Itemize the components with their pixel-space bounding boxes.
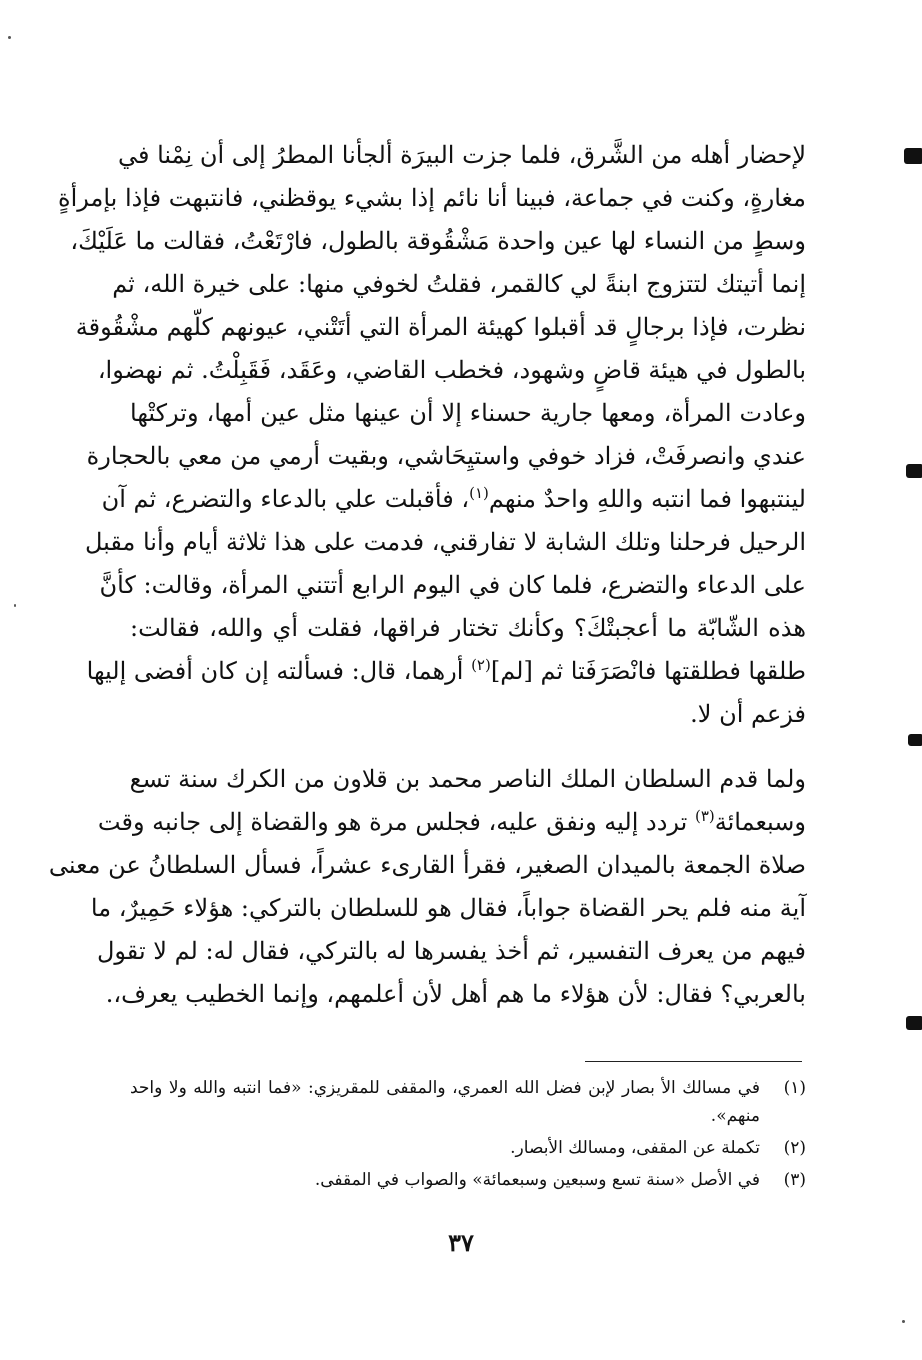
line-text: تردد إليه ونفق عليه، فجلس مرة هو والقضاة إلى جانبه وقت — [97, 808, 695, 836]
margin-mark — [906, 464, 922, 478]
text-line: نظرت، فإذا برجالٍ قد أقبلوا كهيئة المرأة التي أتَتْني، عيونهم كلّهم مشْقُوقة — [75, 313, 806, 341]
page-number: ٣٧ — [448, 1228, 474, 1257]
footnote-number: (٢) — [783, 1138, 806, 1158]
line-text: أرهما، قال: فسألته إن كان أفضى إليها — [86, 657, 472, 685]
footnote-item — [130, 1166, 806, 1194]
text-line: صلاة الجمعة بالميدان الصغير، فقرأ القارىء عشراً، فسأل السلطانُ عن معنى — [48, 851, 806, 879]
text-line: بالطول في هيئة قاضٍ وشهود، فخطب القاضي، وعَقَد، فَقَبِلْتُ. ثم نهضوا، — [97, 356, 806, 384]
footnote-marker: (٢) — [471, 656, 491, 674]
margin-mark — [908, 734, 922, 746]
scan-speck — [8, 36, 11, 39]
text-line: إنما أتيتك لتتزوج ابنةً لي كالقمر، فقلتُ لخوفي منها: على خيرة الله، ثم — [112, 270, 806, 298]
text-line: وعادت المرأة، ومعها جارية حسناء إلا أن عينها مثل عين أمها، وتركتْها — [130, 399, 806, 427]
footnote-text: في الأصل «سنة تسع وسبعين وسبعمائة» والصواب في المقفى. — [314, 1170, 760, 1190]
footnote-number: (١) — [783, 1078, 806, 1098]
text-line: لإحضار أهله من الشَّرق، فلما جزت البيرَة ألجأنا المطرُ إلى أن نِمْنا في — [117, 141, 806, 169]
text-line: فزعم أن لا. — [690, 700, 806, 728]
text-line: عندي وانصرفَتْ، فزاد خوفي واستيِحَاشي، وبقيت أرمي من معي بالحجارة — [86, 442, 806, 470]
text-line — [101, 478, 806, 521]
footnote-marker: (١) — [469, 484, 489, 502]
footnote-text: في مسالك الأ بصار لإبن فضل الله العمري، والمقفى للمقريزي: «فما انتبه والله ولا واحد منهم». — [130, 1078, 760, 1126]
text-line: ولما قدم السلطان الملك الناصر محمد بن قلاون من الكرك سنة تسع — [129, 765, 806, 793]
line-text: ، فأقبلت علي بالدعاء والتضرع، ثم آن — [101, 485, 470, 513]
footnote-number: (٣) — [783, 1170, 806, 1190]
margin-mark — [904, 148, 922, 164]
line-text: طلقها فطلقتها فانْصَرَفَتا ثم [لم] — [490, 657, 806, 685]
paragraph-1 — [58, 134, 806, 736]
footnote-item — [130, 1074, 806, 1130]
paragraph-2 — [48, 758, 806, 1016]
footnote-marker: (٣) — [694, 807, 715, 825]
text-line: على الدعاء والتضرع، فلما كان في اليوم الرابع أتتني المرأة، وقالت: كأنَّ — [99, 571, 806, 599]
text-line — [86, 650, 806, 693]
text-line: هذه الشّابّة ما أعجبتْكَ؟ وكأنك تختار فراقها، فقلت أي والله، فقالت: — [130, 614, 806, 642]
footnote-item — [130, 1134, 806, 1162]
scan-speck — [902, 1320, 905, 1323]
scan-speck — [14, 604, 16, 607]
text-line: آية منه فلم يحر القضاة جواباً، فقال هو للسلطان بالتركي: هؤلاء حَمِيرٌ، ما — [90, 894, 806, 922]
footnote-divider — [585, 1061, 802, 1062]
line-text: لينتبهوا فما انتبه واللهِ واحدٌ منهم — [488, 485, 806, 513]
text-line: وسطٍ من النساء لها عين واحدة مَشْقُوقة بالطول، فارْتَعْتُ، فقالت ما عَلَيْكَ، — [70, 227, 806, 255]
text-line: الرحيل فرحلنا وتلك الشابة لا تفارقني، فدمت على هذا ثلاثة أيام وأنا مقبل — [84, 528, 806, 556]
text-line: مغارةٍ، وكنت في جماعة، فبينا أنا نائم إذا بشيء يوقظني، فانتبهت فإذا بإمرأةٍ — [58, 184, 806, 212]
footnote-text: تكملة عن المقفى، ومسالك الأبصار. — [510, 1138, 760, 1158]
text-line: بالعربي؟ فقال: لأن هؤلاء ما هم أهل لأن أعلمهم، وإنما الخطيب يعرف،. — [105, 980, 806, 1008]
footnotes — [130, 1074, 806, 1198]
margin-mark — [906, 1016, 922, 1030]
line-text: وسبعمائة — [714, 808, 806, 836]
text-line — [97, 801, 806, 844]
text-line: فيهم من يعرف التفسير، ثم أخذ يفسرها له بالتركي، فقال له: لم لا تقول — [96, 937, 806, 965]
